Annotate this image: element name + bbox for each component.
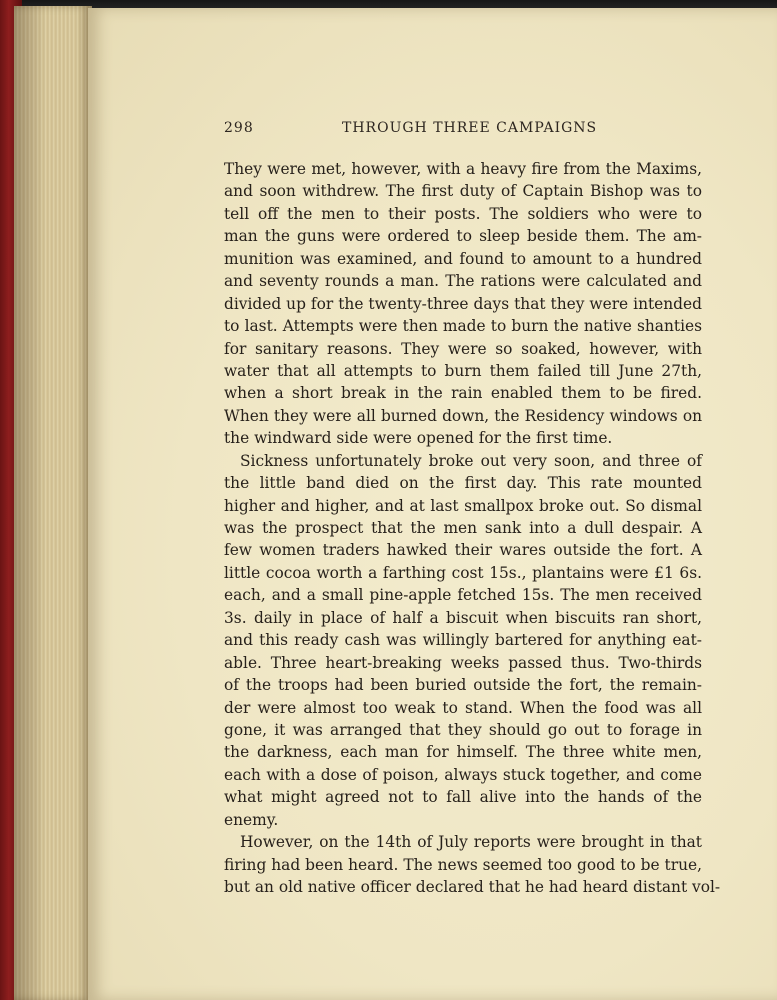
running-title: THROUGH THREE CAMPAIGNS <box>342 120 598 136</box>
page-edges-shadow <box>14 6 92 1000</box>
text-line: Sickness unfortunately broke out very soon, and three of <box>240 451 702 470</box>
text-line: the little band died on the first day. This rate mounted <box>224 474 702 493</box>
text-line: water that all attempts to burn them failed till June 27th, <box>224 361 702 380</box>
text-line: When they were all burned down, the Residency windows on <box>224 406 702 425</box>
text-line: tell off the men to their posts. The soldiers who were to <box>224 204 702 223</box>
text-line: firing had been heard. The news seemed too good to be true, <box>224 855 702 874</box>
text-line: higher and higher, and at last smallpox broke out. So dismal <box>224 496 702 515</box>
text-line: of the troops had been buried outside the fort, the remain- <box>224 676 702 695</box>
text-line: divided up for the twenty-three days that they were intended <box>224 294 702 313</box>
text-line: the windward side were opened for the first time. <box>224 429 613 448</box>
text-line: However, on the 14th of July reports were brought in that <box>240 833 702 852</box>
text-line: few women traders hawked their wares outside the fort. A <box>224 541 702 560</box>
text-line: to last. Attempts were then made to burn the native shanties <box>224 317 702 336</box>
text-line: for sanitary reasons. They were so soaked, however, with <box>224 339 702 358</box>
text-line: and seventy rounds a man. The rations were calculated and <box>224 272 702 291</box>
text-line: and soon withdrew. The first duty of Captain Bishop was to <box>224 182 702 201</box>
text-line: gone, it was arranged that they should go out to forage in <box>224 720 702 739</box>
text-line: der were almost too weak to stand. When the food was all <box>224 698 702 717</box>
text-line: when a short break in the rain enabled them to be fired. <box>224 384 702 403</box>
text-line: each with a dose of poison, always stuck together, and come <box>224 765 702 784</box>
text-line: the darkness, each man for himself. The three white men, <box>224 743 702 762</box>
text-line: was the prospect that the men sank into a dull despair. A <box>224 519 702 537</box>
text-line: man the guns were ordered to sleep beside them. The am- <box>224 227 702 246</box>
text-line: and this ready cash was willingly bartered for anything eat- <box>224 631 702 650</box>
running-head <box>224 120 704 142</box>
text-line: but an old native officer declared that he had heard distant vol- <box>224 878 721 896</box>
text-line: munition was examined, and found to amount to a hundred <box>224 249 702 268</box>
page-number: 298 <box>224 120 254 136</box>
text-line: 3s. daily in place of half a biscuit when biscuits ran short, <box>224 608 702 627</box>
body-text <box>224 158 721 898</box>
text-line: able. Three heart-breaking weeks passed thus. Two-thirds <box>224 653 702 672</box>
text-line: They were met, however, with a heavy fire from the Maxims, <box>224 160 702 178</box>
text-line: what might agreed not to fall alive into the hands of the <box>224 788 702 807</box>
text-line: little cocoa worth a farthing cost 15s., plantains were £1 6s. <box>224 563 702 582</box>
text-line: each, and a small pine-apple fetched 15s. The men received <box>224 586 702 605</box>
text-line: enemy. <box>224 810 279 829</box>
